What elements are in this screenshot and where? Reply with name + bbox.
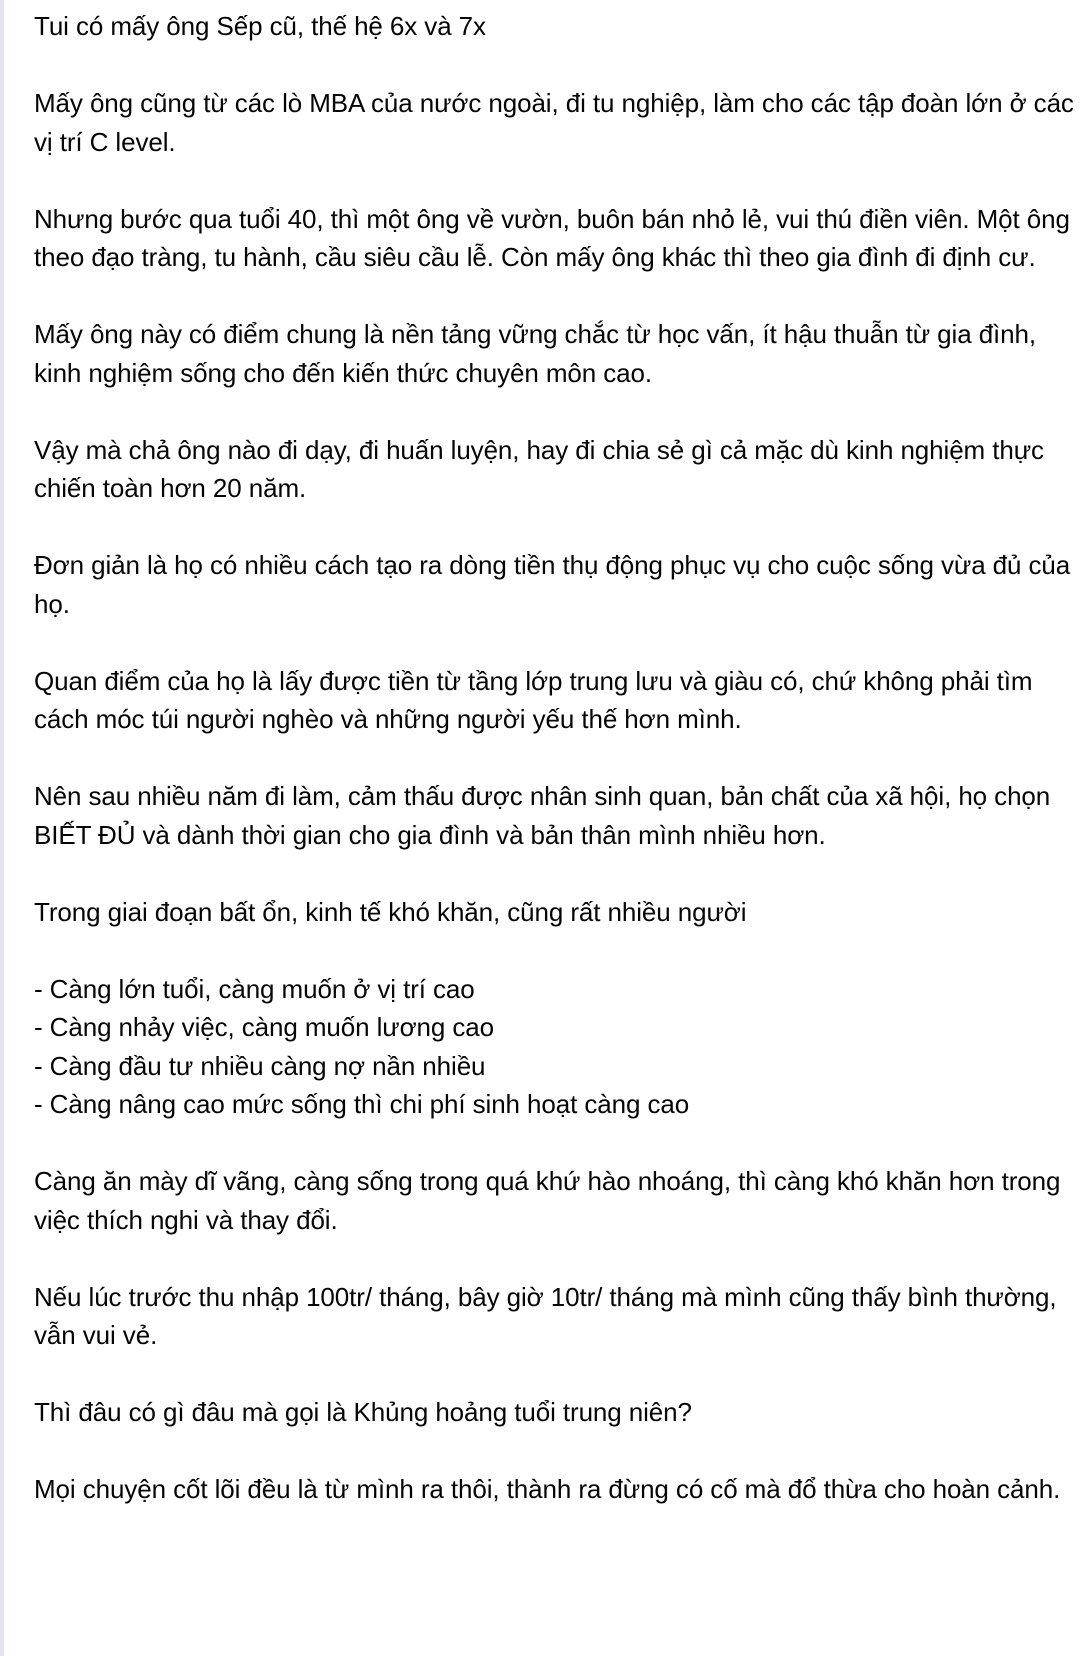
paragraph: Mấy ông này có điểm chung là nền tảng vững chắc từ học vấn, ít hậu thuẫn từ gia đình, kinh nghiệm sống cho đến kiến thức chuyên môn cao.	[34, 319, 1037, 388]
bullet-list	[34, 970, 1084, 1124]
paragraph: Thì đâu có gì đâu mà gọi là Khủng hoảng tuổi trung niên?	[34, 1397, 692, 1427]
left-border	[0, 0, 4, 1656]
list-item: - Càng nâng cao mức sống thì chi phí sinh hoạt càng cao	[34, 1089, 690, 1119]
paragraph: Mọi chuyện cốt lõi đều là từ mình ra thôi, thành ra đừng có cố mà đổ thừa cho hoàn cảnh.	[34, 1474, 1061, 1504]
list-item: - Càng lớn tuổi, càng muốn ở vị trí cao	[34, 973, 475, 1004]
paragraph: Vậy mà chả ông nào đi dạy, đi huấn luyện, hay đi chia sẻ gì cả mặc dù kinh nghiệm thực chiến toàn hơn 20 năm.	[34, 434, 1044, 503]
paragraph: Tui có mấy ông Sếp cũ, thế hệ 6x và 7x	[34, 11, 486, 41]
paragraph: Mấy ông cũng từ các lò MBA của nước ngoài, đi tu nghiệp, làm cho các tập đoàn lớn ở các vị trí C level.	[34, 88, 1074, 157]
paragraph: Nên sau nhiều năm đi làm, cảm thấu được nhân sinh quan, bản chất của xã hội, họ chọn BIẾT ĐỦ và dành thời gian cho gia đình và bản thân mình nhiều hơn.	[34, 781, 1051, 850]
paragraph: Càng ăn mày dĩ vãng, càng sống trong quá khứ hào nhoáng, thì càng khó khăn hơn trong việc thích nghi và thay đổi.	[34, 1166, 1061, 1235]
paragraph: Nếu lúc trước thu nhập 100tr/ tháng, bây giờ 10tr/ tháng mà mình cũng thấy bình thường, vẫn vui vẻ.	[34, 1281, 1057, 1350]
paragraph: Nhưng bước qua tuổi 40, thì một ông về vườn, buôn bán nhỏ lẻ, vui thú điền viên. Một ông theo đạo tràng, tu hành, cầu siêu cầu lễ. Còn mấy ông khác thì theo gia đình đi định cư.	[34, 203, 1070, 272]
paragraph: Trong giai đoạn bất ổn, kinh tế khó khăn, cũng rất nhiều người	[34, 896, 747, 927]
paragraph: Đơn giản là họ có nhiều cách tạo ra dòng tiền thụ động phục vụ cho cuộc sống vừa đủ của họ.	[34, 550, 1071, 619]
list-item: - Càng đầu tư nhiều càng nợ nần nhiều	[34, 1050, 486, 1081]
list-item: - Càng nhảy việc, càng muốn lương cao	[34, 1012, 495, 1042]
paragraph: Quan điểm của họ là lấy được tiền từ tầng lớp trung lưu và giàu có, chứ không phải tìm cách móc túi người nghèo và những người yếu thế hơn mình.	[34, 665, 1033, 734]
post-body	[34, 7, 1084, 1547]
